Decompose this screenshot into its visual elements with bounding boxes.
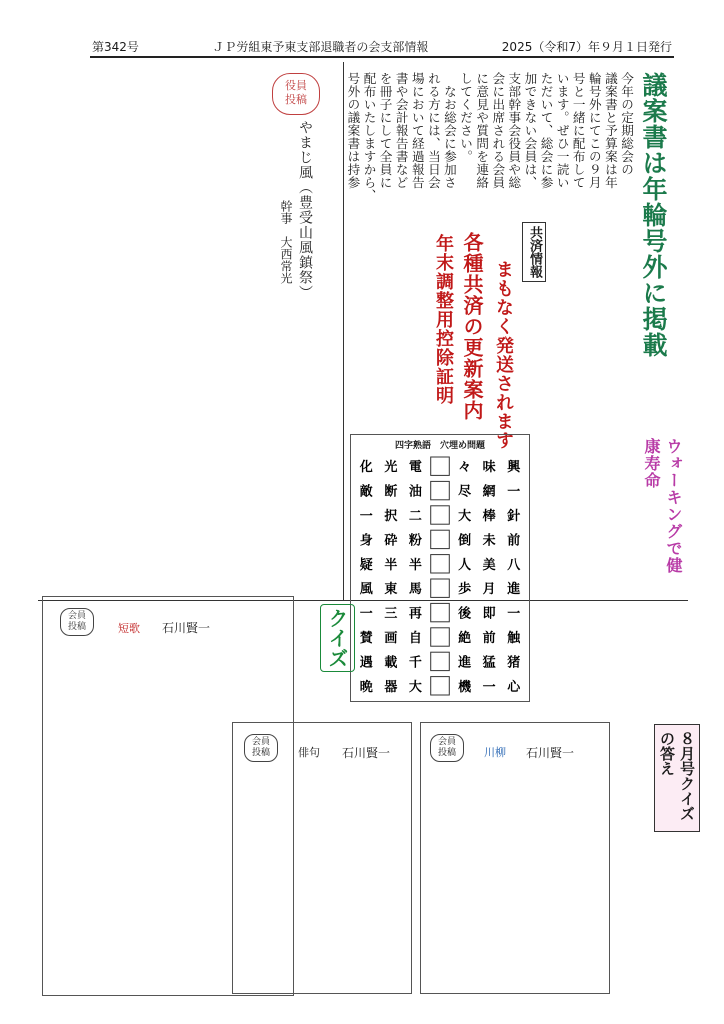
quiz-cell: 触 (507, 631, 521, 646)
quiz-cell: 々 (458, 460, 472, 476)
agenda-column: してください。 (458, 72, 474, 163)
haiku-author: 石川賢一 (342, 746, 391, 760)
quiz-blank-box (431, 506, 450, 524)
quiz-cell: 人 (458, 557, 472, 573)
kyosai-headline-3: 各種共済の更新案内 (460, 232, 484, 421)
quiz-cell: 風 (359, 582, 373, 598)
quiz-cell: 身 (359, 533, 373, 549)
quiz-blank-box (431, 579, 450, 597)
quiz-cell: 砕 (384, 533, 398, 549)
yamaji-title: やまじ風（豊受山風鎮祭） (297, 120, 313, 300)
agenda-headline: 議案書は年輪号外に掲載 (639, 72, 668, 358)
quiz-cell: 針 (507, 509, 521, 524)
quiz-cell: 美 (482, 557, 496, 573)
quiz-cell: 馬 (408, 582, 422, 598)
quiz-cell: 倒 (458, 533, 472, 549)
quiz-cell: 東 (384, 582, 398, 598)
quiz-cell: 進 (458, 655, 472, 671)
agenda-column: 場において経過報告 (409, 72, 425, 189)
quiz-cell: 一 (507, 606, 521, 622)
quiz-cell: 絶 (458, 631, 472, 646)
quiz-cell: 敵 (359, 484, 373, 500)
quiz-blank-box (431, 481, 450, 499)
quiz-cell: 賛 (359, 631, 373, 646)
quiz-label: クイズ (320, 604, 355, 672)
quiz-cell: 歩 (458, 582, 472, 598)
agenda-body (340, 72, 634, 304)
quiz-blank-box (431, 652, 450, 670)
kyosai-headline-1: まもなく発送されます (493, 260, 514, 450)
quiz-cell: 疑 (359, 557, 373, 573)
quiz-cell: 半 (384, 557, 398, 573)
quiz-cell: 再 (408, 606, 422, 622)
quiz-cell: 即 (482, 606, 496, 622)
agenda-column: を冊子にして全員に (377, 72, 393, 189)
quiz-cell: 八 (507, 557, 521, 573)
quiz-cell: 画 (384, 631, 398, 646)
quiz-cell: 一 (507, 484, 521, 500)
divider-vertical-top (343, 62, 344, 600)
organization-name: ＪＰ労組東予東支部退職者の会支部情報 (212, 39, 429, 54)
agenda-column: います。ぜひ一読い (554, 72, 570, 189)
quiz-cell: 光 (384, 460, 398, 476)
quiz-cell: 未 (482, 533, 496, 549)
haiku-label: 会員 投稿 (244, 734, 278, 762)
quiz-cell: 一 (359, 509, 373, 524)
quiz-cell: 後 (458, 606, 472, 622)
quiz-cell: 棒 (482, 509, 496, 524)
answer-title: ８月号クイズの答え (654, 724, 700, 832)
agenda-column: 加できない会員は、 (522, 72, 538, 189)
quiz-cell: 晩 (359, 679, 373, 695)
agenda-column: 輪号外にてこの９月 (586, 72, 602, 189)
agenda-column: 号外の議案書は持参 (345, 72, 361, 189)
quiz-cell: 自 (408, 631, 422, 646)
quiz-cell: 尽 (458, 484, 472, 500)
quiz-cell: 択 (384, 509, 398, 524)
agenda-column: 支部幹事会役員や総 (506, 72, 522, 189)
quiz-cell: 粉 (408, 533, 422, 549)
quiz-cell: 味 (482, 460, 496, 476)
quiz-cell: 網 (482, 484, 496, 500)
quiz-blank-box (431, 457, 450, 475)
issue-date: 2025（令和7）年９月１日発行 (501, 39, 672, 54)
quiz-cell: 進 (507, 582, 521, 598)
quiz-cell: 電 (408, 460, 422, 476)
kyosai-headline-2: 年末調整用控除証明 (433, 234, 454, 405)
quiz-blank-box (431, 555, 450, 573)
quiz-cell: 断 (384, 484, 398, 500)
quiz-grid (354, 454, 526, 698)
quiz-cell: 猛 (482, 655, 496, 671)
yamaji-author: 幹事 大西常光 (279, 200, 293, 284)
quiz-cell: 前 (482, 631, 496, 646)
agenda-column: 今年の定期総会の (619, 72, 634, 176)
quiz-cell: 器 (384, 679, 398, 695)
quiz-cell: 月 (482, 582, 496, 598)
quiz-cell: 一 (359, 606, 373, 622)
quiz-cell: 興 (507, 460, 521, 476)
quiz-cell: 猪 (507, 655, 521, 671)
quiz-cell: 一 (482, 679, 496, 695)
yamaji-label: 役員 投稿 (272, 73, 320, 115)
tanka-author: 石川賢一 (162, 621, 211, 635)
haiku-frame (232, 722, 412, 994)
quiz-cell: 化 (359, 460, 373, 476)
agenda-column: なお総会に参加さ (441, 72, 457, 189)
quiz-cell: 油 (408, 484, 422, 500)
agenda-column: 議案書と予算案は年 (602, 72, 618, 189)
walking-headline: ウォーキングで健康寿命 (642, 438, 683, 574)
senryu-type: 川柳 (484, 746, 506, 759)
agenda-column: に意見や質問を連絡 (474, 72, 490, 189)
agenda-column: 会に出席される会員 (490, 72, 506, 189)
quiz-cell: 二 (408, 509, 422, 524)
quiz-cell: 載 (384, 655, 398, 671)
quiz-cell: 千 (408, 655, 422, 671)
tanka-label: 会員 投稿 (60, 608, 94, 636)
issue-number: 第342号 (92, 39, 139, 54)
agenda-column: ただいて、総会に参 (538, 72, 554, 189)
agenda-column: 号と一緒に配布して (570, 72, 586, 189)
tanka-type: 短歌 (118, 622, 140, 635)
quiz-cell: 三 (384, 606, 398, 622)
kyosai-label-box: 共済情報 (522, 222, 546, 282)
quiz-cell: 前 (507, 533, 521, 549)
senryu-frame (420, 722, 610, 994)
agenda-column: 書や会計報告書など (393, 72, 409, 189)
haiku-type: 俳句 (298, 746, 320, 759)
quiz-cell: 半 (408, 557, 422, 573)
page-header (90, 36, 674, 58)
quiz-blank-box (431, 603, 450, 621)
senryu-author: 石川賢一 (526, 746, 575, 760)
quiz-blank-box (431, 530, 450, 548)
senryu-label: 会員 投稿 (430, 734, 464, 762)
quiz-cell: 遇 (359, 655, 373, 671)
agenda-column: 配布いたしますから、 (361, 72, 377, 202)
quiz-cell: 大 (458, 509, 472, 524)
quiz-cell: 機 (458, 679, 472, 695)
agenda-column: れる方には、当日会 (425, 72, 441, 189)
quiz-cell: 大 (408, 679, 422, 695)
quiz-grid-title: 四字熟語 穴埋め問題 (394, 441, 485, 451)
quiz-blank-box (431, 677, 450, 695)
quiz-blank-box (431, 628, 450, 646)
quiz-cell: 心 (507, 679, 521, 695)
